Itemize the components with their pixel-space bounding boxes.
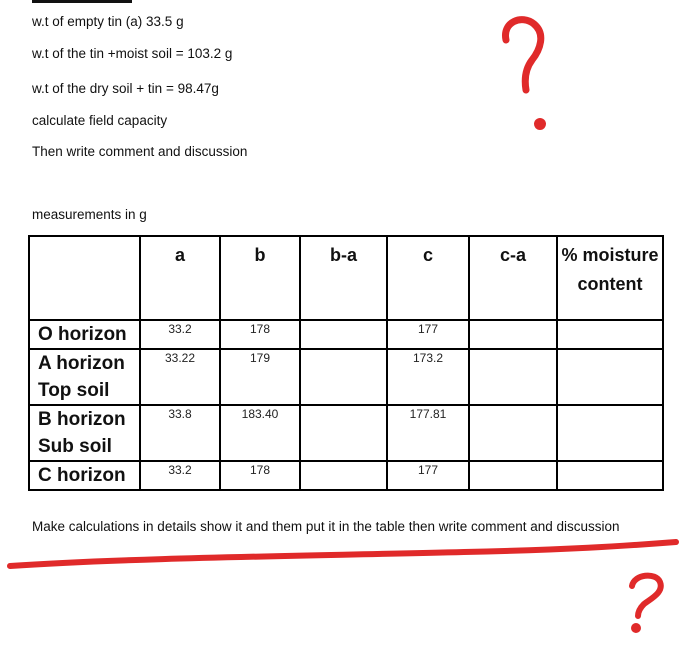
cell-b: 179 <box>220 349 300 405</box>
cell-b: 178 <box>220 461 300 490</box>
row-label: O horizon <box>29 320 140 349</box>
table-row <box>29 320 663 349</box>
cell-b-a <box>300 349 387 405</box>
header-b: b <box>220 236 300 320</box>
header-b-a: b-a <box>300 236 387 320</box>
task-comment: Then write comment and discussion <box>32 144 248 159</box>
cell-c-a <box>469 405 557 461</box>
cell-b: 183.40 <box>220 405 300 461</box>
cell-a: 33.22 <box>140 349 220 405</box>
header-empty <box>29 236 140 320</box>
row-label: C horizon <box>29 461 140 490</box>
table-row <box>29 461 663 490</box>
header-a: a <box>140 236 220 320</box>
dry-soil-weight: w.t of the dry soil + tin = 98.47g <box>32 81 219 96</box>
cell-a: 33.2 <box>140 461 220 490</box>
moist-soil-weight: w.t of the tin +moist soil = 103.2 g <box>32 46 233 61</box>
cell-b-a <box>300 461 387 490</box>
cell-c-a <box>469 461 557 490</box>
cell-b-a <box>300 320 387 349</box>
cell-b-a <box>300 405 387 461</box>
measurements-table <box>28 235 664 491</box>
row-label: B horizon Sub soil <box>29 405 140 461</box>
cell-c: 177.81 <box>387 405 469 461</box>
question-mark-icon <box>616 568 676 638</box>
header-moisture: % moisture content <box>557 236 663 320</box>
cell-moisture <box>557 405 663 461</box>
cell-c: 173.2 <box>387 349 469 405</box>
cell-c-a <box>469 349 557 405</box>
cell-moisture <box>557 349 663 405</box>
underline-stroke-icon <box>4 532 684 572</box>
cell-moisture <box>557 461 663 490</box>
measurements-label: measurements in g <box>32 207 147 222</box>
table-row <box>29 405 663 461</box>
cell-a: 33.8 <box>140 405 220 461</box>
row-label: A horizon Top soil <box>29 349 140 405</box>
table-header-row <box>29 236 663 320</box>
header-c-a: c-a <box>469 236 557 320</box>
cell-c: 177 <box>387 320 469 349</box>
header-c: c <box>387 236 469 320</box>
cell-c: 177 <box>387 461 469 490</box>
instruction-footer: Make calculations in details show it and them put it in the table then write comment and discussion <box>32 519 620 534</box>
question-mark-icon <box>488 6 568 136</box>
cell-c-a <box>469 320 557 349</box>
table-row <box>29 349 663 405</box>
task-field-capacity: calculate field capacity <box>32 113 168 128</box>
cell-a: 33.2 <box>140 320 220 349</box>
empty-tin-weight: w.t of empty tin (a) 33.5 g <box>32 14 184 29</box>
top-rule <box>32 0 132 3</box>
cell-b: 178 <box>220 320 300 349</box>
cell-moisture <box>557 320 663 349</box>
